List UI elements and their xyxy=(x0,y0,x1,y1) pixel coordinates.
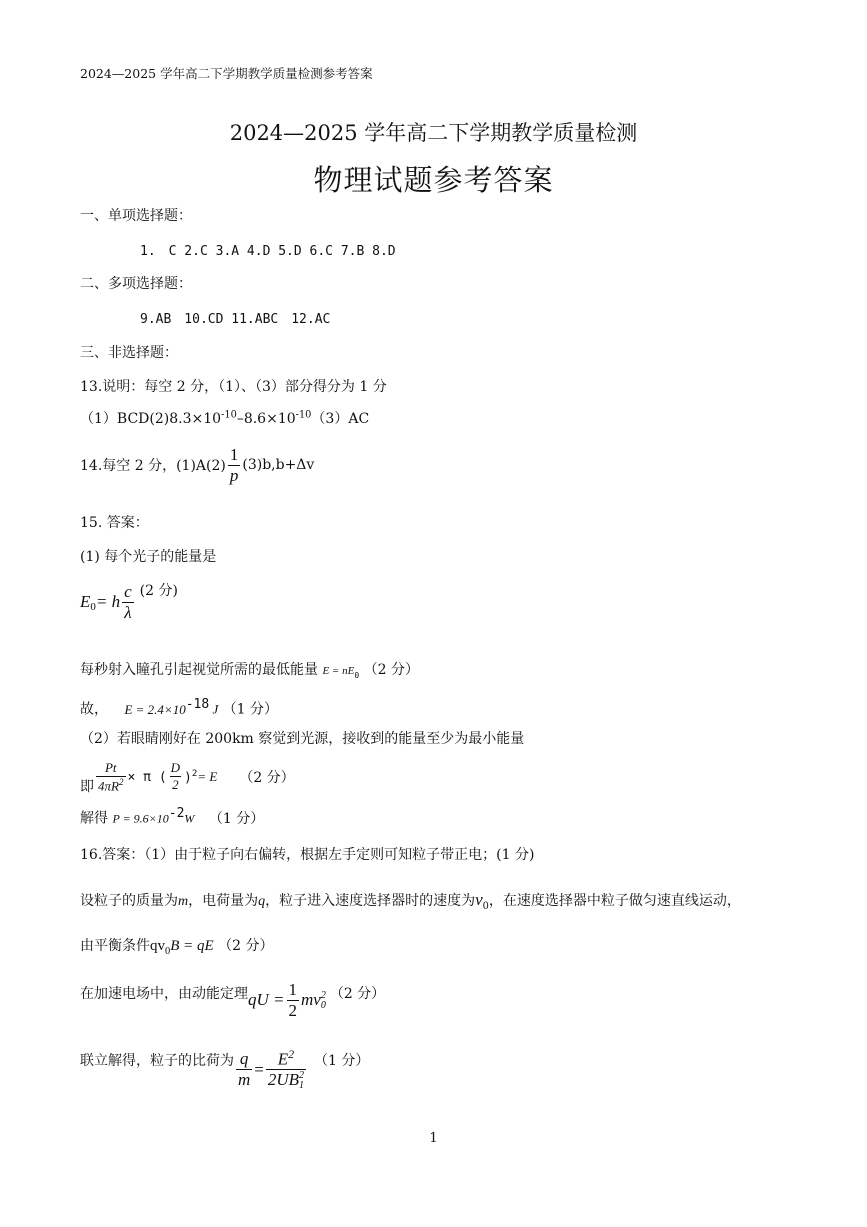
q16-q: q xyxy=(239,1049,249,1069)
q15-line6-unit: W xyxy=(184,811,195,826)
q15-line5-prefix: 即 xyxy=(80,779,94,795)
exam-title: 2024—2025 学年高二下学期教学质量检测 xyxy=(229,121,638,145)
q13-exp2: -10 xyxy=(295,409,312,421)
q15-line3-unit: J xyxy=(209,701,219,717)
q15-line2-score: （2 分） xyxy=(363,662,419,678)
section-heading-single-choice: 一、单项选择题： xyxy=(80,208,192,224)
q15-line2-subscript: 0 xyxy=(354,670,360,680)
q15-title: 15. 答案： xyxy=(80,515,149,531)
q14-fraction xyxy=(228,445,241,486)
q16-2ub: 2UB xyxy=(267,1070,300,1090)
q16-line2-d: ，在速度选择器中粒子做匀速直线运动， xyxy=(488,893,741,909)
q15-e0-subscript: 0 xyxy=(90,601,96,614)
q15-line6-score: （1 分） xyxy=(208,810,265,827)
q15-4pir-exp: 2 xyxy=(118,776,124,787)
q15-line2-formula: E = nE xyxy=(322,665,355,677)
q16-mv-exp: 2 xyxy=(320,990,326,1002)
q15-close-paren: ) xyxy=(184,770,192,786)
q13-exp1: -10 xyxy=(221,409,237,421)
q15-e0-equals-h: = h xyxy=(95,592,121,612)
q15-line2-text: 每秒射入瞳孔引起视觉所需的最低能量 xyxy=(80,662,318,678)
q16-qu: qU = xyxy=(248,990,285,1010)
q15-line3-score: （1 分） xyxy=(222,701,279,718)
q13-answers xyxy=(80,408,369,428)
page-number: 1 xyxy=(429,1131,438,1146)
q15-4pir: 4πR xyxy=(98,777,119,793)
q16-qv: qv xyxy=(150,938,165,954)
q16-line3-score: （2 分） xyxy=(218,938,274,954)
q15-d-over-2 xyxy=(169,761,182,793)
q16-line4 xyxy=(80,980,385,1021)
q16-two: 2 xyxy=(288,1000,297,1020)
q16-line2 xyxy=(80,890,741,912)
q16-line3-prefix: 由平衡条件 xyxy=(80,938,150,954)
q14-answers xyxy=(80,445,314,486)
q15-c-over-lambda xyxy=(122,582,134,623)
q16-velocity-subscript: 0 xyxy=(482,900,489,912)
q13-part1: （1）BCD(2)8.3×10 xyxy=(80,411,222,427)
q13-part3: （3）AC xyxy=(311,411,370,427)
q16-line2-c: ，粒子进入速度选择器时的速度为 xyxy=(265,893,476,909)
q16-e-exp: 2 xyxy=(288,1047,295,1061)
q16-equals: = xyxy=(254,1059,264,1079)
q16-m: m xyxy=(238,1069,251,1089)
q16-b-exp: 2 xyxy=(299,1070,305,1082)
q15-line6-formula: P = 9.6×10 xyxy=(112,811,169,826)
q15-line3 xyxy=(80,697,278,719)
q14-suffix: (3)b,b+Δv xyxy=(242,457,315,474)
document-title: 物理试题参考答案 xyxy=(313,163,554,197)
q15-d: D xyxy=(170,760,181,776)
q15-line6-exp: -2 xyxy=(168,806,185,821)
q15-line3-exp: -18 xyxy=(185,697,210,712)
q15-e0-symbol: E xyxy=(80,592,91,612)
q15-times-pi: × π ( xyxy=(127,769,167,785)
q15-square: 2 xyxy=(191,768,198,779)
q15-line1: (1) 每个光子的能量是 xyxy=(80,549,217,565)
q15-line6-prefix: 解得 xyxy=(80,810,108,827)
q16-line5-prefix: 联立解得，粒子的比荷为 xyxy=(80,1052,234,1069)
q15-c: c xyxy=(124,582,132,601)
q16-velocity-symbol: v xyxy=(475,890,483,909)
q15-pt-fraction xyxy=(96,761,126,794)
q13-note: 13.说明：每空 2 分，（1）、（3）部分得分为 1 分 xyxy=(80,379,387,395)
q15-line3-formula: E = 2.4×10 xyxy=(124,701,186,717)
q15-two: 2 xyxy=(172,777,179,793)
q13-part2: –8.6×10 xyxy=(236,411,296,427)
q16-e: E xyxy=(277,1049,289,1069)
q16-qv-subscript: 0 xyxy=(165,946,171,957)
q15-line3-prefix: 故， xyxy=(80,701,108,718)
q16-line2-a: 设粒子的质量为 xyxy=(80,893,178,909)
q16-line5 xyxy=(80,1048,369,1091)
q16-b-subscript: 1 xyxy=(299,1080,305,1092)
q16-one-half xyxy=(287,980,300,1021)
multi-choice-answers: 9.AB 10.CD 11.ABC 12.AC xyxy=(140,312,331,327)
q16-line5-score: （1 分） xyxy=(314,1052,370,1069)
q15-line2 xyxy=(80,659,419,680)
q15-line5 xyxy=(80,758,295,796)
q16-line1: 16.答案：（1）由于粒子向右偏转，根据左手定则可知粒子带正电；(1 分) xyxy=(80,847,535,863)
q16-q-over-m xyxy=(236,1049,252,1090)
q16-line3 xyxy=(80,935,274,957)
q15-pt: Pt xyxy=(104,759,117,775)
q15-line5-score: （2 分） xyxy=(239,770,295,786)
q16-line4-score: （2 分） xyxy=(329,986,386,1003)
q16-balance-eq: B = qE xyxy=(170,938,214,954)
q15-line4: （2）若眼睛刚好在 200km 察觉到光源，接收到的能量至少为最小能量 xyxy=(80,731,525,747)
q14-denominator: p xyxy=(229,465,239,485)
q16-one: 1 xyxy=(288,980,297,999)
q16-mass-symbol: m xyxy=(178,894,189,909)
single-choice-answers: 1. C 2.C 3.A 4.D 5.D 6.C 7.B 8.D xyxy=(140,244,396,259)
q16-mv: mv xyxy=(301,989,321,1009)
q16-mv-subscript: 0 xyxy=(320,1000,326,1012)
q16-specific-charge xyxy=(266,1048,306,1091)
q16-line4-prefix: 在加速电场中，由动能定理 xyxy=(80,986,248,1003)
q15-e0-score: (2 分) xyxy=(139,583,178,599)
q16-line2-b: ，电荷量为 xyxy=(188,893,259,909)
q15-photon-energy-formula xyxy=(80,582,178,623)
q14-prefix: 14.每空 2 分，(1)A(2) xyxy=(80,458,226,475)
section-heading-non-choice: 三、非选择题： xyxy=(80,345,178,361)
q16-charge-symbol: q xyxy=(258,894,266,909)
q15-lambda: λ xyxy=(124,602,132,622)
section-heading-multi-choice: 二、多项选择题： xyxy=(80,276,192,292)
q15-equals-e: = E xyxy=(197,769,218,784)
running-header: 2024—2025 学年高二下学期教学质量检测参考答案 xyxy=(80,66,373,81)
q15-line6 xyxy=(80,806,264,828)
q14-numerator: 1 xyxy=(229,445,239,464)
